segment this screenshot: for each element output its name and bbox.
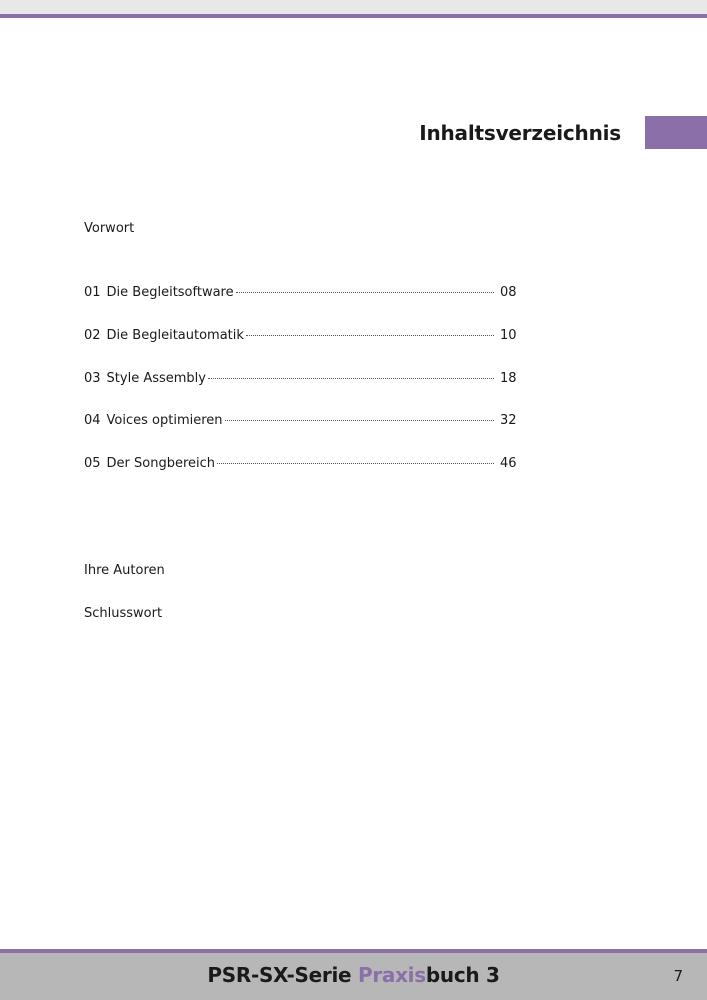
chapter-number: 03 xyxy=(84,371,101,386)
chapter-number: 01 xyxy=(84,285,101,300)
chapter-title: Die Begleitsoftware xyxy=(106,285,234,300)
book-title xyxy=(0,963,707,987)
dot-leader xyxy=(225,419,494,421)
chapter-title: Der Songbereich xyxy=(106,456,216,471)
title-accent-tab xyxy=(645,116,707,149)
toc-chapter-01 xyxy=(84,285,516,303)
toc-epilogue: Schlusswort xyxy=(84,606,163,621)
chapter-page: 10 xyxy=(500,328,517,343)
toc-chapter-03 xyxy=(84,371,516,389)
toc-chapter-05 xyxy=(84,456,516,474)
chapter-page: 46 xyxy=(500,456,517,471)
top-bar xyxy=(0,0,707,14)
toc-chapter-04 xyxy=(84,413,516,431)
dot-leader xyxy=(246,334,494,336)
top-rule xyxy=(0,14,707,18)
dot-leader xyxy=(236,291,494,293)
toc-authors: Ihre Autoren xyxy=(84,563,165,578)
toc-chapter-02 xyxy=(84,328,516,346)
dot-leader xyxy=(208,377,494,379)
page-number: 7 xyxy=(673,967,683,985)
chapter-number: 05 xyxy=(84,456,101,471)
toc-preface: Vorwort xyxy=(84,221,135,236)
chapter-number: 04 xyxy=(84,413,101,428)
chapter-title: Style Assembly xyxy=(106,371,206,386)
dot-leader xyxy=(217,462,494,464)
chapter-page: 32 xyxy=(500,413,517,428)
chapter-number: 02 xyxy=(84,328,101,343)
page-title: Inhaltsverzeichnis xyxy=(419,121,621,145)
book-title-part1: PSR-SX-Serie xyxy=(207,963,358,987)
footer xyxy=(0,953,707,1000)
chapter-title: Voices optimieren xyxy=(106,413,223,428)
book-title-part2: buch 3 xyxy=(425,963,500,987)
book-title-accent: Praxis xyxy=(357,963,426,987)
chapter-title: Die Begleitautomatik xyxy=(106,328,244,343)
chapter-page: 18 xyxy=(500,371,517,386)
chapter-page: 08 xyxy=(500,285,517,300)
